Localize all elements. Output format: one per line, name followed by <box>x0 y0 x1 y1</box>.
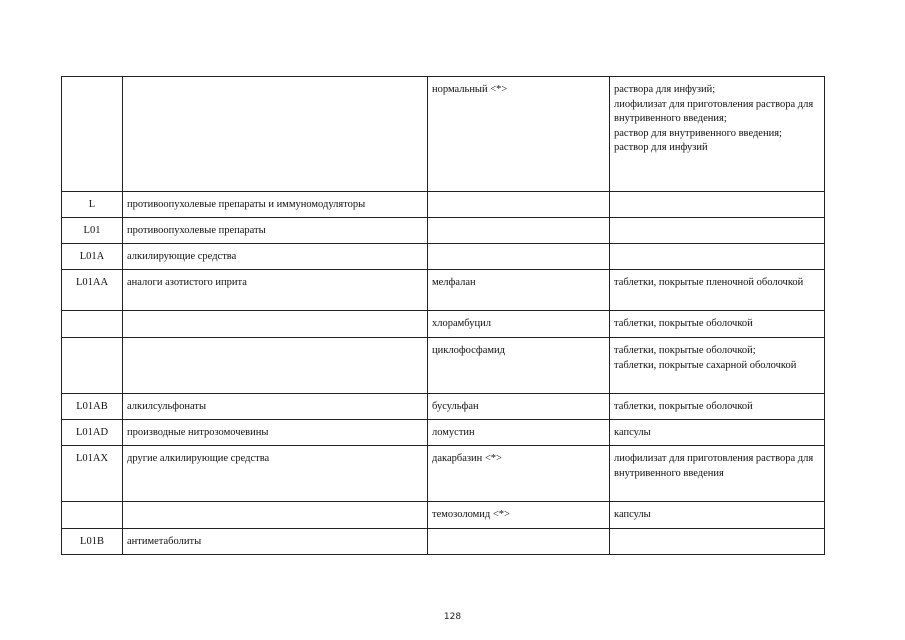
group-cell: противоопухолевые препараты <box>123 218 428 244</box>
table-row <box>62 192 825 218</box>
drug-name-cell: хлорамбуцил <box>428 311 610 338</box>
atc-code-cell: L01B <box>62 529 123 555</box>
dosage-form-cell: таблетки, покрытые оболочкой <box>610 394 825 420</box>
dosage-form-cell: лиофилизат для приготовления раствора для внутривенного введения <box>610 446 825 502</box>
atc-code-cell <box>62 502 123 529</box>
dosage-form-cell: капсулы <box>610 502 825 529</box>
drug-name-cell <box>428 529 610 555</box>
atc-code-cell: L01AX <box>62 446 123 502</box>
table-row <box>62 394 825 420</box>
atc-code-cell <box>62 338 123 394</box>
drug-name-cell: темозоломид <*> <box>428 502 610 529</box>
group-cell: противоопухолевые препараты и иммуномодуляторы <box>123 192 428 218</box>
drug-name-cell: дакарбазин <*> <box>428 446 610 502</box>
table-row <box>62 311 825 338</box>
table-row <box>62 270 825 311</box>
group-cell: производные нитрозомочевины <box>123 420 428 446</box>
drug-name-cell: нормальный <*> <box>428 77 610 192</box>
group-cell <box>123 311 428 338</box>
dosage-form-cell: капсулы <box>610 420 825 446</box>
table-row <box>62 446 825 502</box>
dosage-form-cell: таблетки, покрытые оболочкой; таблетки, покрытые сахарной оболочкой <box>610 338 825 394</box>
table-row <box>62 77 825 192</box>
group-cell <box>123 77 428 192</box>
atc-code-cell <box>62 311 123 338</box>
drug-name-cell <box>428 192 610 218</box>
group-cell: другие алкилирующие средства <box>123 446 428 502</box>
drug-name-cell <box>428 244 610 270</box>
dosage-form-cell: таблетки, покрытые оболочкой <box>610 311 825 338</box>
atc-code-cell: L01 <box>62 218 123 244</box>
table-row <box>62 338 825 394</box>
table-row <box>62 218 825 244</box>
group-cell <box>123 502 428 529</box>
atc-code-cell: L01AD <box>62 420 123 446</box>
table-row <box>62 244 825 270</box>
atc-code-cell: L01AA <box>62 270 123 311</box>
dosage-form-cell <box>610 192 825 218</box>
dosage-form-cell <box>610 244 825 270</box>
group-cell: антиметаболиты <box>123 529 428 555</box>
drug-name-cell: ломустин <box>428 420 610 446</box>
drug-name-cell: циклофосфамид <box>428 338 610 394</box>
page-number: 128 <box>443 612 462 622</box>
dosage-form-cell <box>610 529 825 555</box>
table-row <box>62 502 825 529</box>
dosage-form-cell <box>610 218 825 244</box>
drug-name-cell <box>428 218 610 244</box>
table-row <box>62 529 825 555</box>
drug-table <box>61 76 825 555</box>
drug-name-cell: мелфалан <box>428 270 610 311</box>
group-cell: алкилсульфонаты <box>123 394 428 420</box>
atc-code-cell: L01AB <box>62 394 123 420</box>
dosage-form-cell: таблетки, покрытые пленочной оболочкой <box>610 270 825 311</box>
atc-code-cell <box>62 77 123 192</box>
group-cell: алкилирующие средства <box>123 244 428 270</box>
table-row <box>62 420 825 446</box>
atc-code-cell: L <box>62 192 123 218</box>
atc-code-cell: L01A <box>62 244 123 270</box>
group-cell <box>123 338 428 394</box>
drug-name-cell: бусульфан <box>428 394 610 420</box>
dosage-form-cell: раствора для инфузий; лиофилизат для приготовления раствора для внутривенного введения; раствор для внутривенного введения; раствор для инфузий <box>610 77 825 192</box>
group-cell: аналоги азотистого иприта <box>123 270 428 311</box>
